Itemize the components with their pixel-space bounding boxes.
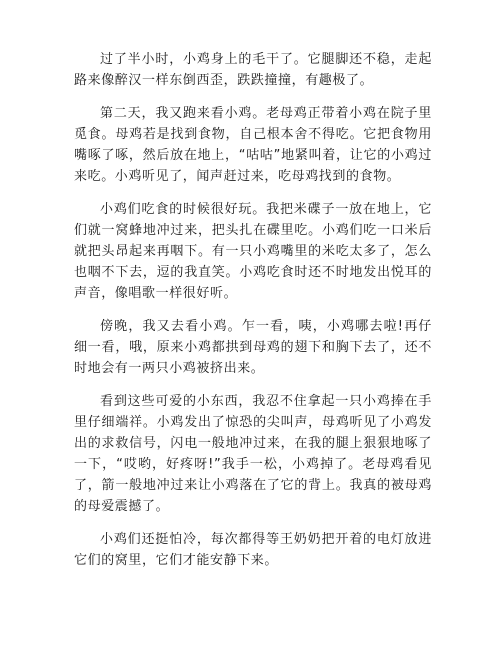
- paragraph-4: 傍晚，我又去看小鸡。乍一看，咦，小鸡哪去啦!再仔细一看，哦，原来小鸡都拱到母鸡的翅下和胸下去了，还不时地会有一两只小鸡被挤出来。: [74, 319, 432, 376]
- paragraph-2: 第二天，我又跑来看小鸡。老母鸡正带着小鸡在院子里觅食。母鸡若是找到食物，自己根本舍不得吃。它把食物用嘴啄了啄，然后放在地上，“咕咕”地紧叫着，让它的小鸡过来吃。小鸡听见了，闻声赶过来，吃母鸡找到的食物。: [74, 106, 432, 184]
- paragraph-3: 小鸡们吃食的时候很好玩。我把米碟子一放在地上，它们就一窝蜂地冲过来，把头扎在碟里吃。小鸡们吃一口米后就把头昂起来再咽下。有一只小鸡嘴里的米吃太多了，怎么也咽不下去，逗的我直笑。小鸡吃食时还不时地发出悦耳的声音，像唱歌一样很好听。: [74, 202, 432, 301]
- document-body: [74, 49, 432, 583]
- paragraph-5: 看到这些可爱的小东西，我忍不住拿起一只小鸡捧在手里仔细端祥。小鸡发出了惊恐的尖叫声，母鸡听见了小鸡发出的求救信号，闪电一般地冲过来，在我的腿上狠狠地啄了一下，“哎哟，好疼呀!”我手一松，小鸡掉了。老母鸡看见了，箭一般地冲过来让小鸡落在了它的背上。我真的被母鸡的母爱震撼了。: [74, 394, 432, 514]
- paragraph-6: 小鸡们还挺怕冷，每次都得等王奶奶把开着的电灯放进它们的窝里，它们才能安静下来。: [74, 532, 432, 568]
- paragraph-1: 过了半小时，小鸡身上的毛干了。它腿脚还不稳，走起路来像醉汉一样东倒西歪，跌跌撞撞，有趣极了。: [74, 52, 432, 88]
